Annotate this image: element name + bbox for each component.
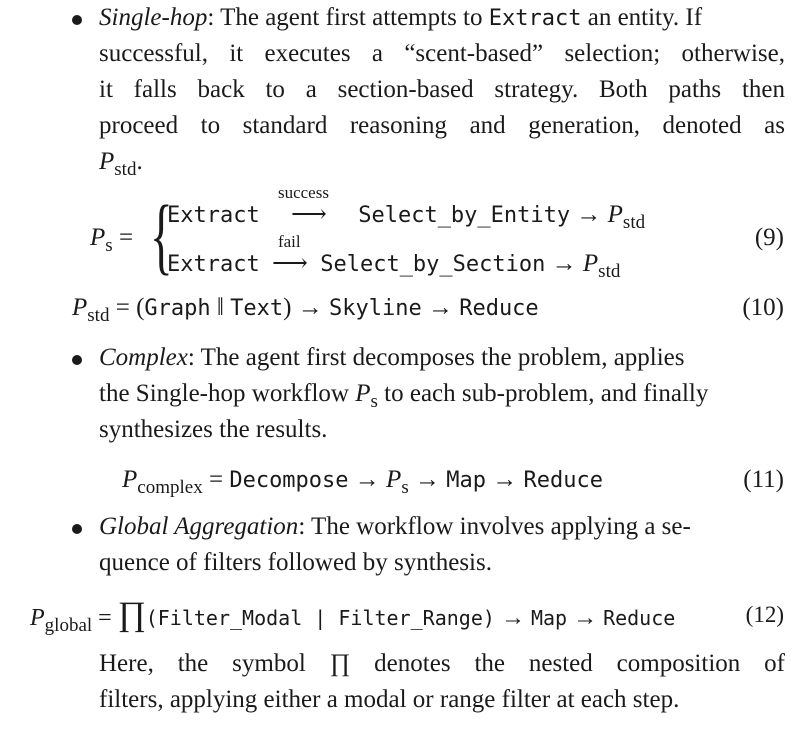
complex-line-1: Complex: The agent first decomposes the problem, applies [99, 344, 685, 371]
eq9-number: (9) [754, 224, 784, 251]
eq9-lhs: $P_s$ = [90, 224, 134, 256]
closing-line-2: filters, applying either a modal or range filter at each step. [99, 686, 680, 713]
eq10: $P_{std}$ = (Graph ‖ Text) → Skyline → Reduce [72, 294, 539, 326]
eq9-row-2: Extract fail ⟶ Select_by_Section → $P_{std}$ [167, 232, 621, 282]
closing-line-1: Here, the symbol ∏ denotes the nested composition of [99, 650, 785, 677]
bullet-single-hop [72, 15, 82, 25]
single-hop-term: Single-hop [99, 4, 208, 31]
eq12: $P_{global}$ = ∏(Filter_Modal | Filter_Range) → Map → Reduce [30, 596, 676, 636]
global-line-2: quence of filters followed by synthesis. [99, 549, 492, 576]
single-hop-line-1: Single-hop: The agent first attempts to Extract an entity. If [99, 4, 703, 31]
eq9-row-1: Extract success ⟶ Select_by_Entity → $P_{std}$ [167, 183, 646, 233]
bullet-complex [72, 355, 82, 365]
global-term: Global Aggregation [99, 513, 299, 540]
single-hop-line-2: successful, it executes a “scent-based” selection; otherwise, [99, 40, 785, 67]
single-hop-line-3: it falls back to a section-based strategy. Both paths then [99, 76, 785, 103]
complex-line-3: synthesizes the results. [99, 416, 328, 443]
eq12-number: (12) [745, 602, 784, 627]
complex-term: Complex [99, 344, 188, 371]
bullet-global-aggregation [72, 524, 82, 534]
global-line-1: Global Aggregation: The workflow involves applying a se- [99, 513, 691, 540]
single-hop-line-5: $P_{std}$. [99, 148, 143, 180]
eq9-brace: { [150, 187, 173, 283]
eq10-number: (10) [742, 294, 784, 321]
single-hop-line-4: proceed to standard reasoning and generation, denoted as [99, 112, 785, 139]
complex-line-2: the Single-hop workflow $P_s$ to each sub-problem, and finally [99, 380, 709, 412]
eq11: $P_{complex}$ = Decompose → $P_s$ → Map → Reduce [122, 466, 603, 498]
product-symbol: ∏ [117, 596, 146, 633]
eq11-number: (11) [743, 466, 784, 493]
